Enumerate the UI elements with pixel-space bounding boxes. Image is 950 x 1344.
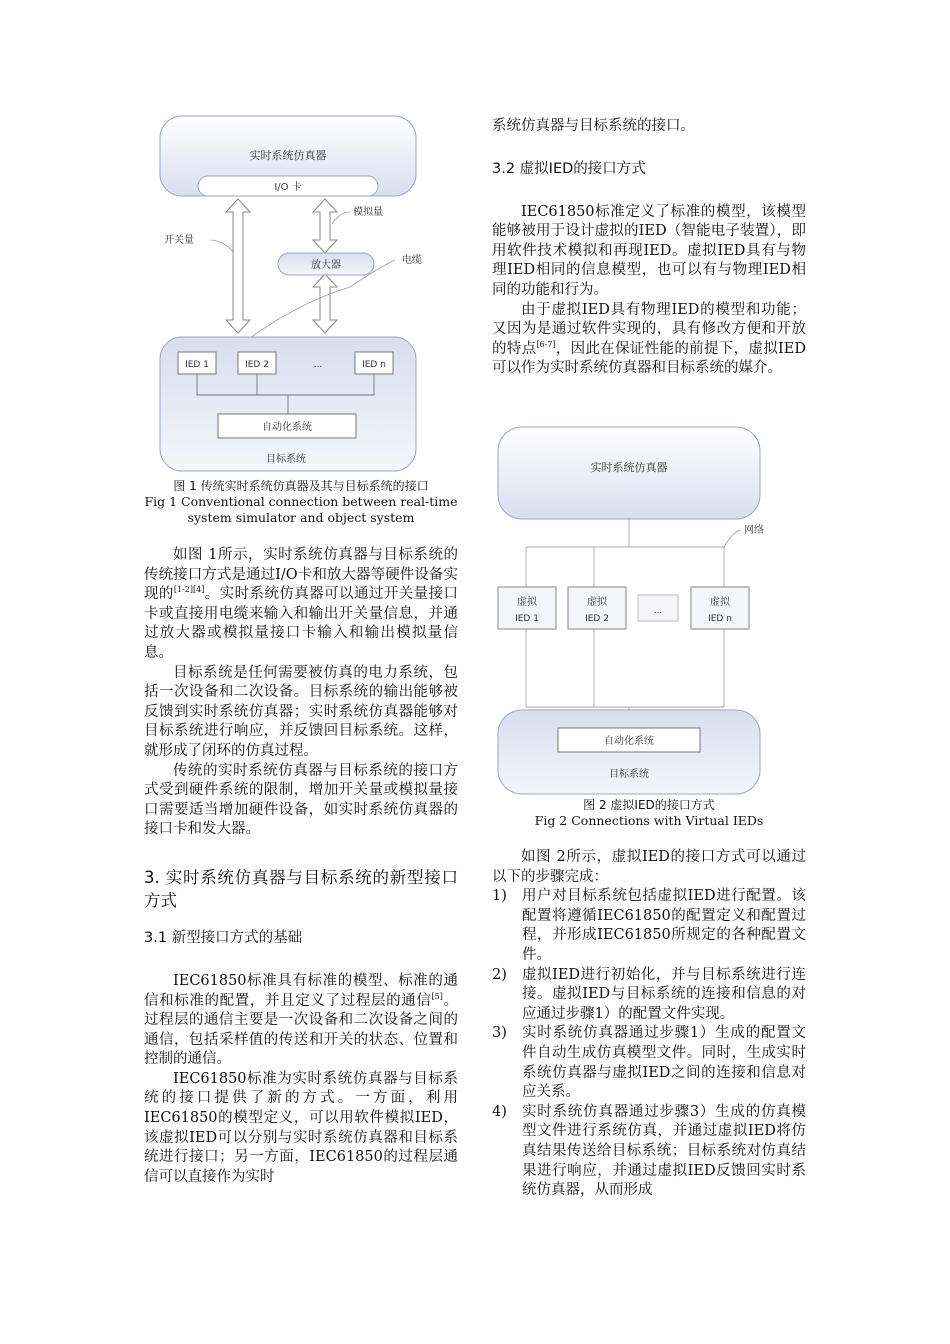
section-heading-3-2: 3.2 虚拟IED的接口方式	[492, 160, 646, 177]
citation: [6-7]	[536, 339, 556, 349]
simulator-label: 实时系统仿真器	[590, 461, 668, 474]
figure-2-caption-en: Fig 2 Connections with Virtual IEDs	[534, 813, 764, 828]
figure-2-diagram	[494, 425, 806, 797]
cable-label: 电缆	[402, 255, 422, 266]
list-item: 3) 实时系统仿真器通过步骤1）生成的配置文件自动生成仿真模型文件。同时，生成实时系统仿真器与虚拟IED之间的连接和信息对应关系。	[492, 1025, 806, 1101]
paragraph-iec61850-basis: IEC61850标准具有标准的模型、标准的通信和标准的配置，并且定义了过程层的通信[5]。过程层的通信主要是一次设备和二次设备之间的通信，包括采样值的传送和开关的状态、位置和控制的通信。	[144, 972, 459, 1068]
section-heading-3-1: 3.1 新型接口方式的基础	[144, 929, 303, 946]
figure-1-caption-en-1: Fig 1 Conventional connection between real-time	[144, 494, 458, 509]
virtual-ied2-label-top: 虚拟	[587, 597, 607, 608]
list-item: 2) 虚拟IED进行初始化，并与目标系统进行连接。虚拟IED与目标系统的连接和信息的对应通过步骤1）的配置文件实现。	[492, 966, 806, 1022]
analog-arrow-upper	[313, 199, 337, 253]
figure-2-caption-zh: 图 2 虚拟IED的接口方式	[583, 798, 715, 812]
analog-label: 模拟量	[353, 207, 383, 218]
figure-1-caption-zh: 图 1 传统实时系统仿真器及其与目标系统的接口	[173, 479, 429, 493]
switch-arrow	[226, 199, 250, 333]
paragraph-steps-intro: 如图 2所示，虚拟IED的接口方式可以通过以下的步骤完成：	[492, 849, 806, 885]
list-item: 4) 实时系统仿真器通过步骤3）生成的仿真模型文件进行系统仿真，并通过虚拟IED将仿真结果传送给目标系统；目标系统对仿真结果进行响应，并通过虚拟IED反馈回实时系统仿真器，从而形成	[492, 1103, 806, 1199]
automation-label: 自动化系统	[604, 736, 654, 747]
virtual-iedn-label-top: 虚拟	[710, 597, 730, 608]
ied2-label: IED 2	[245, 360, 269, 370]
citation: [5]	[431, 991, 443, 1001]
virtual-ied1-label-top: 虚拟	[517, 597, 537, 608]
paragraph-virtual-ied-def: IEC61850标准定义了标准的模型，该模型能够被用于设计虚拟的IED（智能电子装置），即用软件技术模拟和再现IED。虚拟IED具有与物理IED相同的信息模型，也可以有与物理IED相同的功能和行为。	[492, 203, 806, 298]
paragraph-traditional-limit: 传统的实时系统仿真器与目标系统的接口方式受到硬件系统的限制，增加开关量或模拟量接口需要适当增加硬件设备，如实时系统仿真器的接口卡和发大器。	[144, 762, 458, 838]
virtual-ied2-label: IED 2	[585, 614, 609, 624]
figure-2-caption	[492, 797, 806, 829]
network-label: 网络	[744, 525, 764, 536]
target-system-label: 目标系统	[266, 454, 306, 465]
amplifier-label: 放大器	[311, 260, 341, 271]
automation-label: 自动化系统	[262, 422, 312, 433]
figure-1-caption	[144, 478, 458, 526]
paragraph-continuation: 系统仿真器与目标系统的接口。	[492, 118, 695, 134]
left-column	[144, 546, 458, 1187]
right-column-top	[492, 117, 806, 379]
section-heading-3: 3. 实时系统仿真器与目标系统的新型接口方式	[144, 867, 458, 910]
io-card-label: I/O 卡	[274, 182, 302, 193]
virtual-iedn-label: IED n	[708, 614, 732, 624]
paragraph-fig1-desc: 如图 1所示，实时系统仿真器与目标系统的传统接口方式是通过I/O卡和放大器等硬件设备实现的[1-2][4]。实时系统仿真器可以通过开关量接口卡或直接用电缆来输入和输出开关量信息，并通过放大器或模拟量接口卡输入和输出模拟量信息。	[144, 547, 459, 661]
paragraph-iec61850-new-method: IEC61850标准为实时系统仿真器与目标系统的接口提供了新的方式。一方面，利用IEC61850的模型定义，可以用软件模拟IED，该虚拟IED可以分别与实时系统仿真器和目标系统进行接口；另一方面，IEC61850的过程层通信可以直接作为实时	[144, 1070, 458, 1185]
virtual-ied1-label: IED 1	[515, 614, 539, 624]
paragraph-target-system: 目标系统是任何需要被仿真的电力系统，包括一次设备和二次设备。目标系统的输出能够被反馈到实时系统仿真器；实时系统仿真器能够对目标系统进行响应，并反馈回目标系统。这样，就形成了闭环的仿真过程。	[144, 664, 458, 759]
simulator-label: 实时系统仿真器	[249, 149, 327, 162]
virtual-ied-ellipsis: ...	[653, 606, 663, 616]
figure-1-caption-en-2: system simulator and object system	[187, 510, 415, 525]
switch-label: 开关量	[164, 235, 194, 246]
citation: [1-2][4]	[173, 585, 205, 595]
iedn-label: IED n	[362, 360, 386, 370]
steps-list	[492, 887, 806, 1201]
paragraph-virtual-ied-media: 由于虚拟IED具有物理IED的模型和功能；又因为是通过软件实现的，具有修改方便和开放的特点[6-7]，因此在保证性能的前提下，虚拟IED可以作为实时系统仿真器和目标系统的媒介。	[492, 301, 806, 377]
list-item: 1) 用户对目标系统包括虚拟IED进行配置。该配置将遵循IEC61850的配置定义和配置过程，并形成IEC61850所规定的各种配置文件。	[492, 888, 806, 963]
target-system-label: 目标系统	[609, 769, 649, 780]
figure-1-diagram	[150, 112, 450, 474]
ied-ellipsis: ...	[313, 360, 323, 370]
analog-arrow-lower	[313, 274, 337, 333]
ied1-label: IED 1	[185, 360, 209, 370]
right-column-bottom	[492, 848, 806, 1201]
